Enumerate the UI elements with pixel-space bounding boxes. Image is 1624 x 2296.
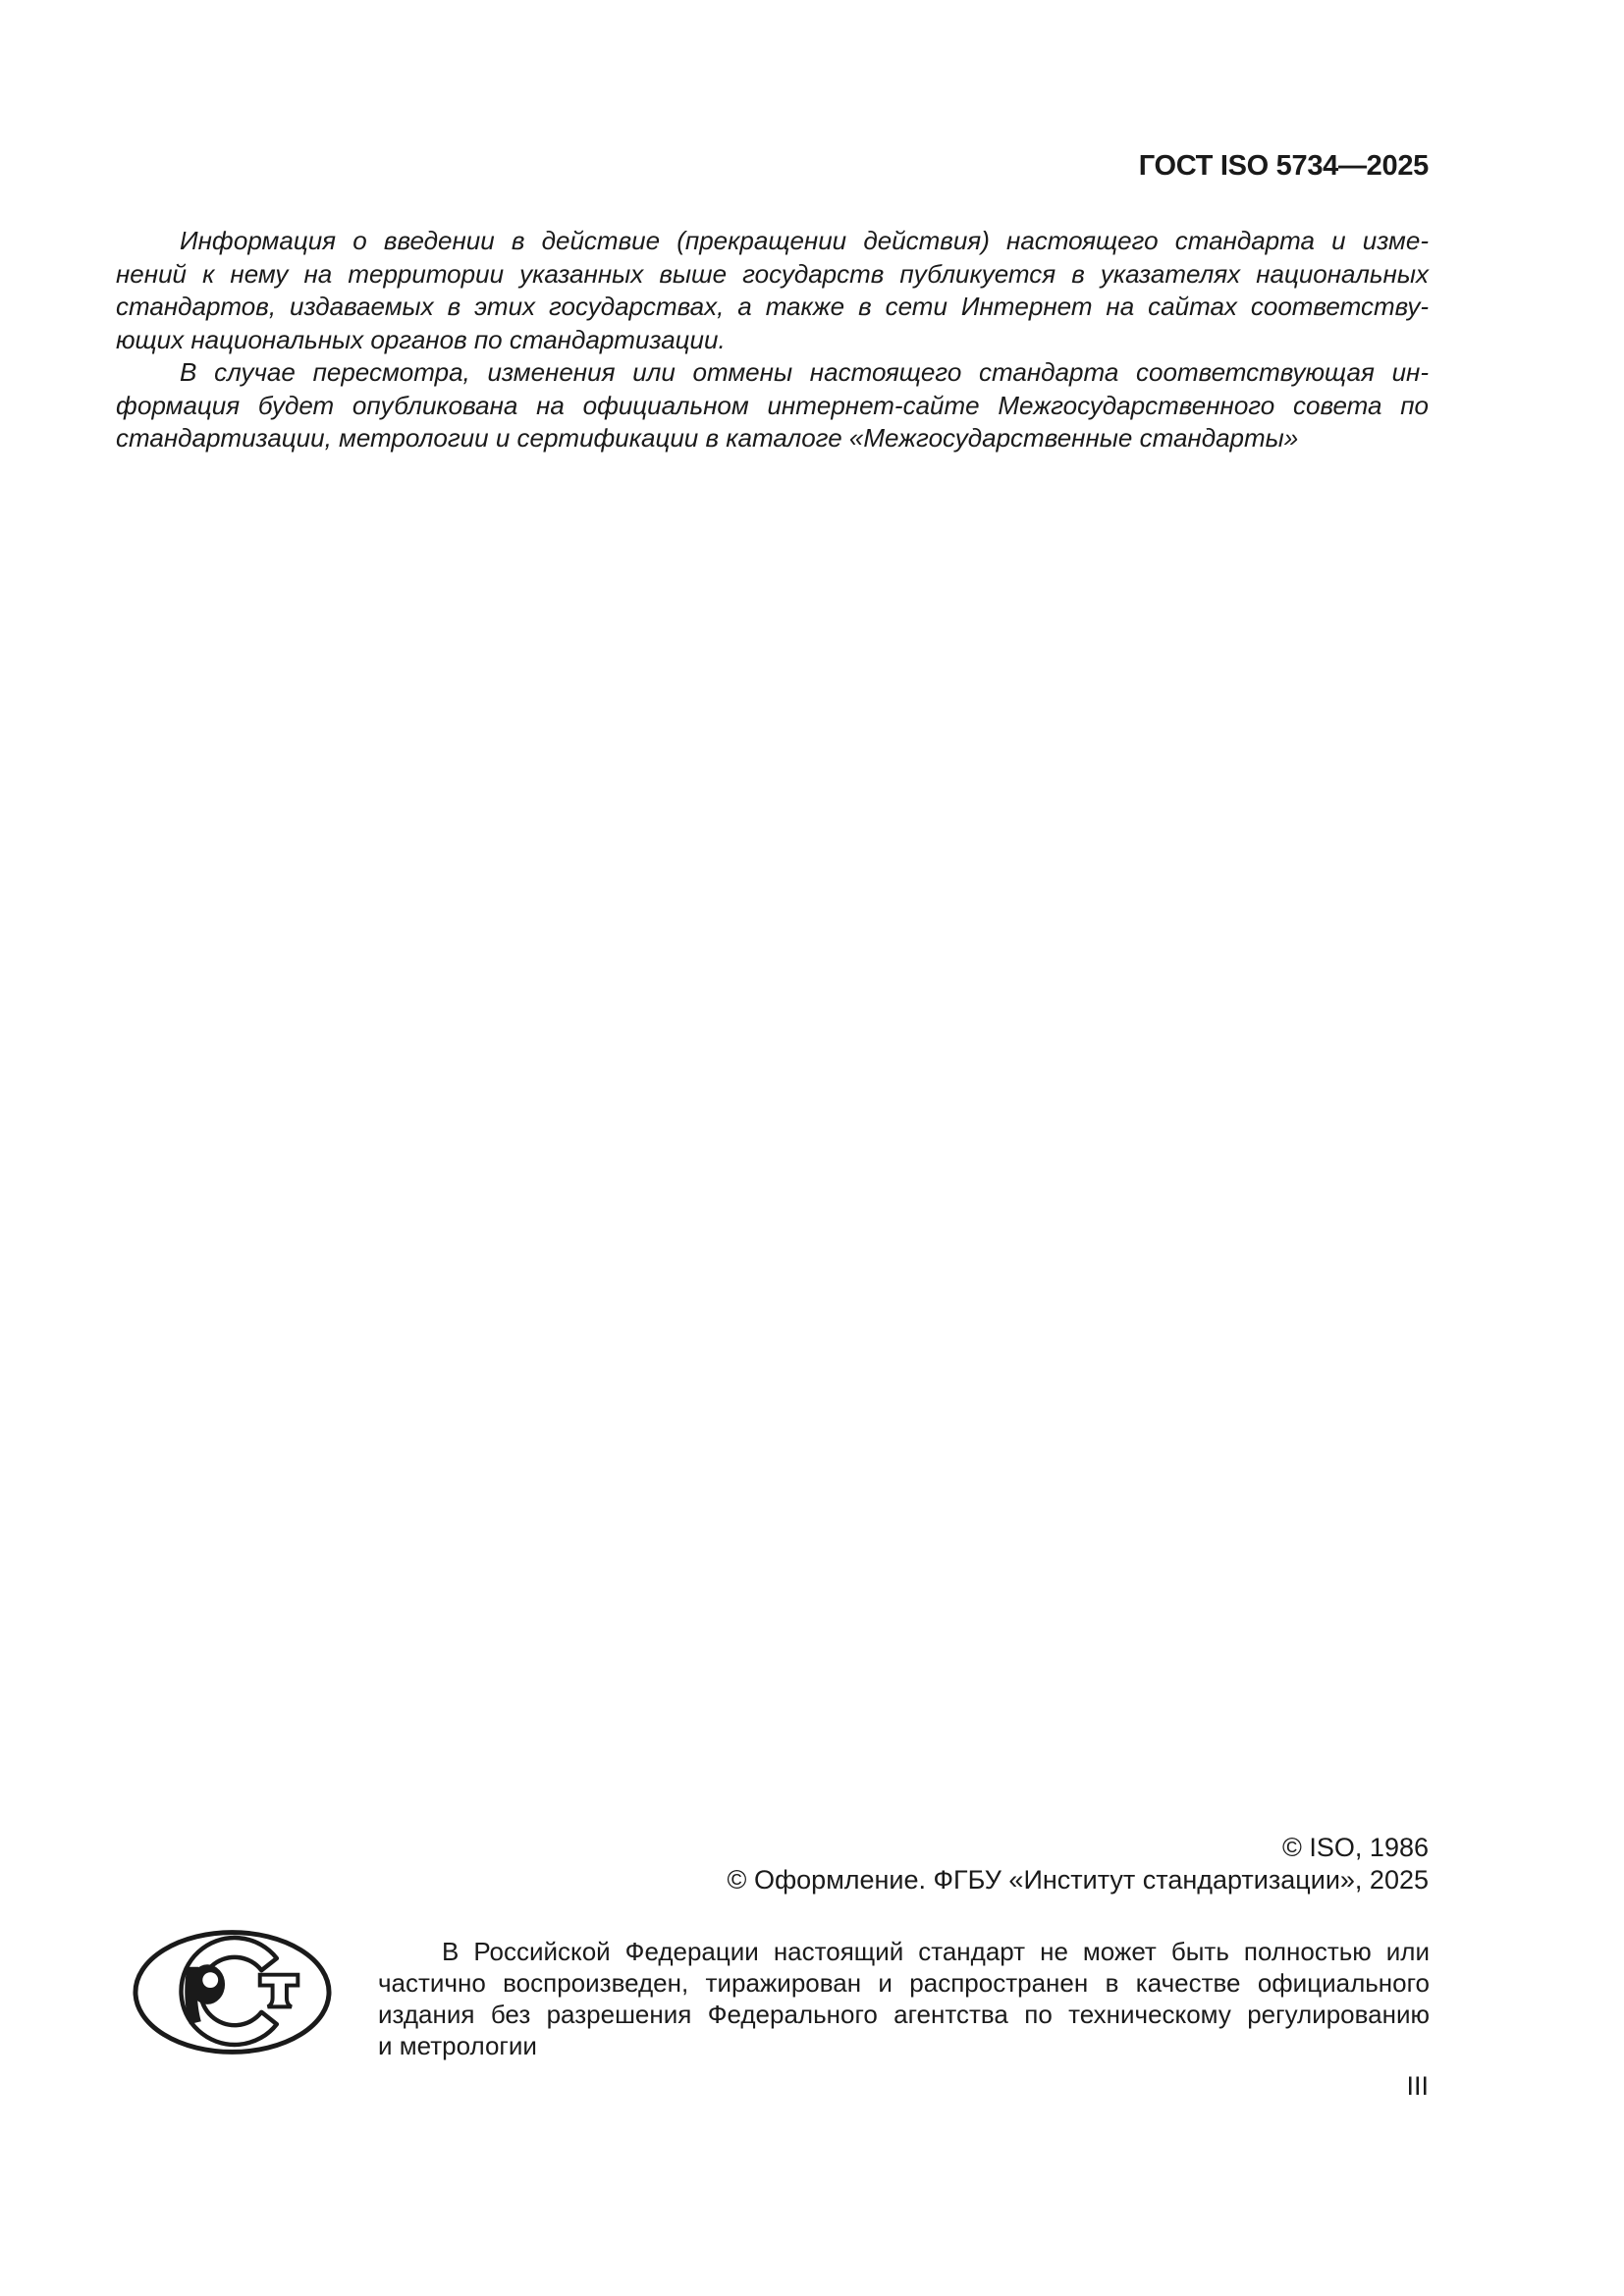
paragraph-revision-info: [116, 356, 1429, 455]
page-number: III: [1406, 2071, 1429, 2101]
copyright-iso: © ISO, 1986: [1282, 1833, 1429, 1862]
text-line: В Российской Федерации настоящий стандарт не может быть полностью или: [442, 1937, 1430, 1966]
text-line: издания без разрешения Федерального агентства по техническому регулированию: [378, 2000, 1430, 2029]
text-line: и метрологии: [378, 2031, 537, 2060]
rst-logo: [133, 1930, 332, 2055]
text-line: ющих национальных органов по стандартизации.: [116, 324, 726, 354]
text-line: стандартов, издаваемых в этих государствах, а также в сети Интернет на сайтах соответству-: [116, 292, 1429, 321]
reproduction-notice: [378, 1936, 1430, 2061]
text-line: нений к нему на территории указанных выше государств публикуется в указателях национальных: [116, 258, 1429, 289]
text-line: В случае пересмотра, изменения или отмены настоящего стандарта соответствующая ин-: [180, 357, 1429, 387]
text-line: стандартизации, метрологии и сертификации в каталоге «Межгосударственные стандарты»: [116, 423, 1299, 453]
paragraph-publication-info: [116, 225, 1429, 356]
intro-paragraphs: [116, 225, 1429, 455]
text-line: Информация о введении в действие (прекращении действия) настоящего стандарта и изме-: [180, 226, 1429, 255]
text-line: частично воспроизведен, тиражирован и распространен в качестве официального: [378, 1968, 1430, 1998]
text-line: формация будет опубликована на официальном интернет-сайте Межгосударственного совета по: [116, 390, 1429, 420]
copyright-block: [728, 1832, 1429, 1896]
page-header: ГОСТ ISO 5734—2025: [1138, 150, 1429, 182]
rst-certification-mark-icon: [133, 1930, 332, 2055]
copyright-design: © Оформление. ФГБУ «Институт стандартизации», 2025: [727, 1865, 1429, 1895]
